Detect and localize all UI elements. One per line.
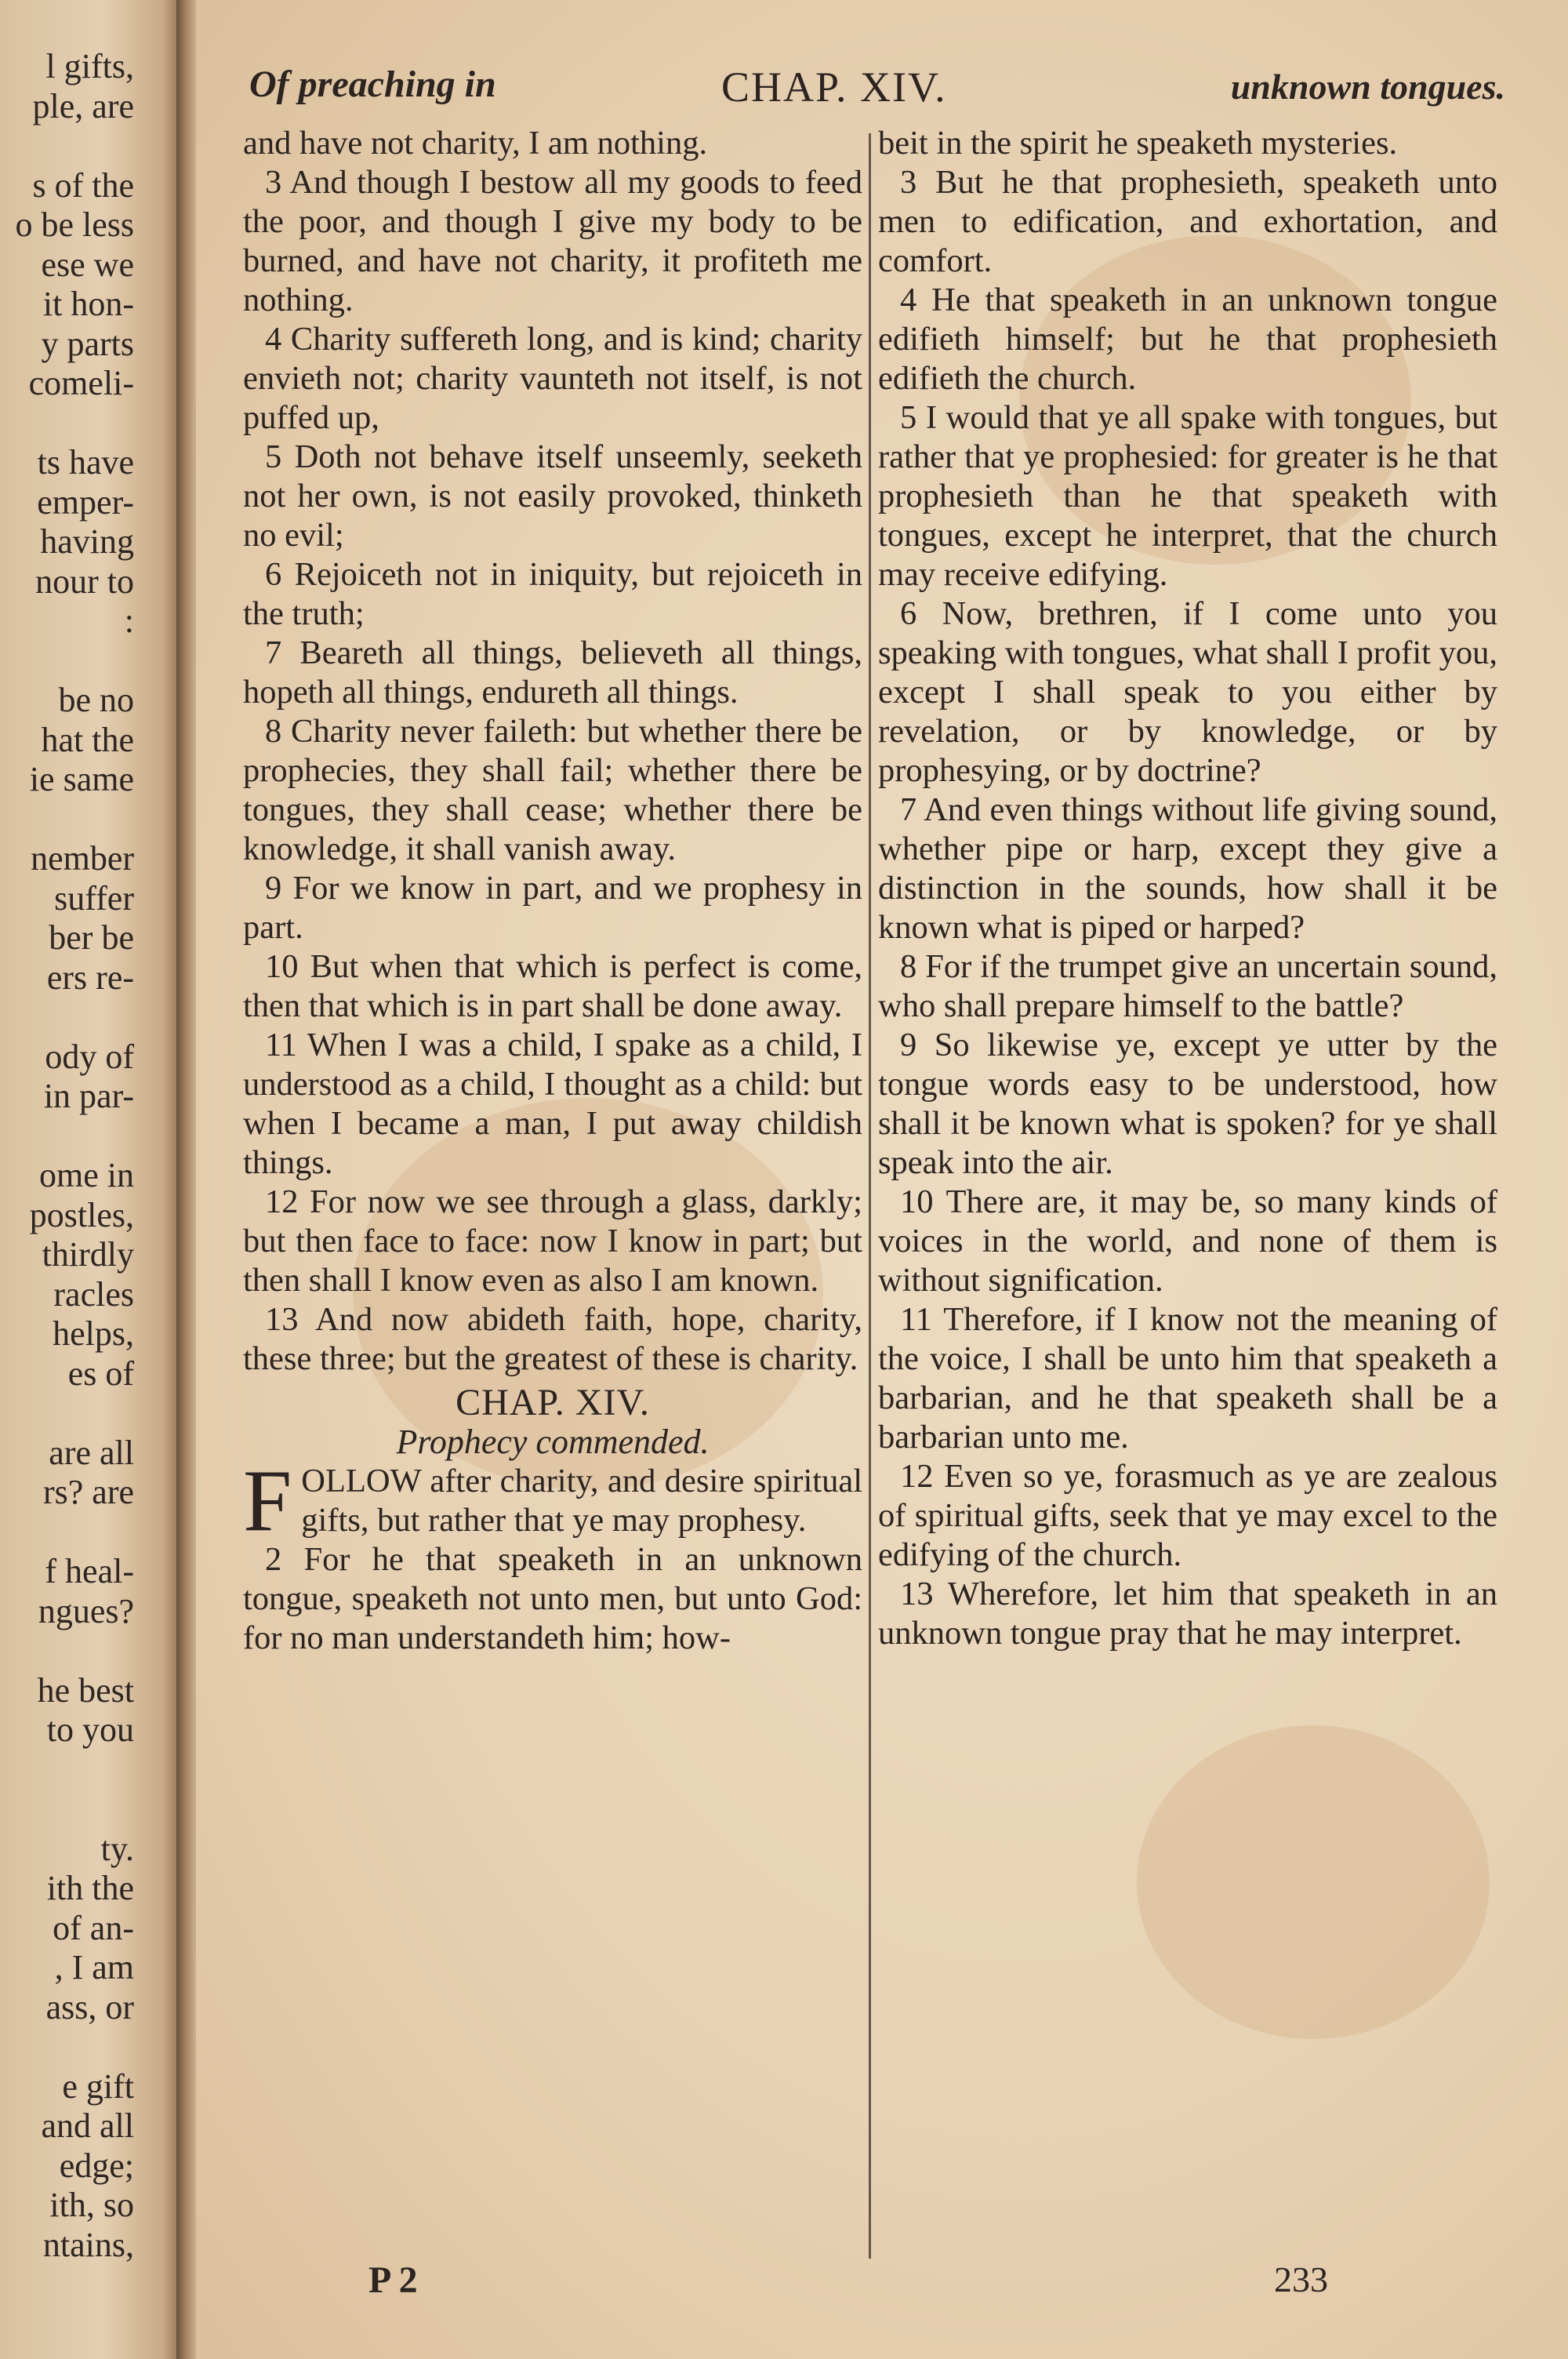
facing-page-fragment: e gift [62, 2066, 134, 2106]
facing-page-fragment: , I am [54, 1948, 134, 1986]
verse: 13 Wherefore, let him that speaketh in an unknown tongue pray that he may interpret. [878, 1576, 1497, 1652]
verse: 11 Therefore, if I know not the meaning of the voice, I shall be unto him that speaketh a barbarian, and he that speaketh shall be a barbarian unto me. [878, 1301, 1497, 1456]
facing-page-fragment: ber be [49, 918, 134, 957]
page-number: 233 [1274, 2259, 1328, 2299]
verse: 6 Rejoiceth not in iniquity, but rejoiceth in the truth; [243, 556, 862, 632]
facing-page-edge [0, 0, 184, 2359]
facing-page-fragment: ie same [29, 760, 134, 798]
verse: 8 For if the trumpet give an uncertain sound, who shall prepare himself to the battle? [878, 948, 1497, 1024]
verse: 12 For now we see through a glass, darkly; but then face to face: now I know in part; but then shall I know even as also I am known. [243, 1183, 862, 1299]
facing-page-fragment: : [124, 602, 134, 640]
facing-page-fragment: be no [58, 681, 134, 719]
facing-page-fragment: ngues? [38, 1591, 134, 1630]
verse: 6 Now, brethren, if I come unto you speaking with tongues, what shall I profit you, except I shall speak to you either by revelation, or by knowledge, or by prophesying, or by doctrine? [878, 595, 1497, 789]
facing-page-fragment: racles [53, 1274, 134, 1314]
verse: 10 But when that which is perfect is come, then that which is in part shall be done away. [243, 948, 862, 1024]
facing-page-fragment: ese we [41, 245, 134, 284]
facing-page-fragment: ass, or [45, 1987, 134, 2026]
verse: and have not charity, I am nothing. [243, 125, 708, 162]
facing-page-fragment: o be less [15, 205, 134, 244]
facing-page-fragment: s of the [32, 165, 134, 205]
facing-page-fragment: comeli- [28, 364, 134, 402]
verse: 13 And now abideth faith, hope, charity, these three; but the greatest of these is charity. [243, 1301, 862, 1377]
verse: 4 Charity suffereth long, and is kind; charity envieth not; charity vaunteth not itself, is not puffed up, [243, 321, 862, 436]
facing-page-fragment: having [40, 522, 134, 561]
verse: 12 Even so ye, forasmuch as ye are zealous of spiritual gifts, seek that ye may excel to the edifying of the church. [878, 1458, 1497, 1573]
header-left: Of preaching in [249, 64, 496, 105]
facing-page-fragment: suffer [54, 878, 134, 918]
drop-cap: F [243, 1452, 292, 1550]
facing-page-fragment: ts have [37, 443, 134, 482]
verse: beit in the spirit he speaketh mysteries. [878, 125, 1398, 162]
facing-page-fragment: f heal- [45, 1552, 134, 1590]
facing-page-fragment: hat the [41, 720, 134, 759]
verse: 7 And even things without life giving sound, whether pipe or harp, except they give a distinction in the sounds, how shall it be known what is piped or harped? [878, 791, 1497, 946]
facing-page-fragment: nour to [35, 562, 134, 601]
facing-page-fragment: l gifts, [45, 47, 134, 85]
facing-page-fragment: he best [37, 1670, 134, 1710]
facing-page-fragment: nember [31, 839, 134, 878]
facing-page-fragment: in par- [43, 1077, 134, 1115]
header-chapter: CHAP. XIV. [721, 64, 947, 111]
facing-page-fragment: and all [41, 2106, 134, 2145]
chapter-opening [243, 1452, 862, 1550]
header-right: unknown tongues. [1230, 67, 1505, 107]
verse: 3 But he that prophesieth, speaketh unto men to edification, and exhortation, and comfort. [878, 164, 1497, 279]
facing-page-fragment: ers re- [46, 958, 134, 997]
facing-page-fragment: ith, so [49, 2186, 134, 2224]
running-header [243, 63, 1505, 125]
verse: 5 Doth not behave itself unseemly, seeketh not her own, is not easily provoked, thinketh no evil; [243, 438, 862, 554]
facing-page-fragment: emper- [37, 482, 134, 522]
left-column [243, 124, 862, 2257]
facing-page-fragment: are all [49, 1433, 134, 1472]
opening-text: OLLOW after charity, and desire spiritual gifts, but rather that ye may prophesy. [301, 1463, 862, 1539]
verse: 2 For he that speaketh in an unknown tongue, speaketh not unto men, but unto God: for no man understandeth him; how- [243, 1541, 862, 1656]
facing-page-fragment: to you [46, 1710, 134, 1749]
verse: 9 For we know in part, and we prophesy in part. [243, 870, 862, 946]
facing-page-fragment: rs? are [42, 1473, 134, 1511]
chapter-summary: Prophecy commended. [396, 1423, 710, 1461]
verse: 7 Beareth all things, believeth all things, hopeth all things, endureth all things. [243, 634, 862, 711]
facing-page-fragment: es of [67, 1354, 134, 1393]
facing-page-fragment: thirdly [42, 1235, 134, 1274]
verse: 8 Charity never faileth: but whether there be prophecies, they shall fail; whether there be tongues, they shall cease; whether there be knowledge, it shall vanish away. [243, 713, 862, 867]
verse: 4 He that speaketh in an unknown tongue edifieth himself; but he that prophesieth edifieth the church. [878, 282, 1497, 397]
facing-page-fragment: ome in [39, 1156, 134, 1194]
facing-page-fragment: of an- [53, 1908, 134, 1947]
facing-page-fragment: postles, [29, 1195, 134, 1234]
verse: 5 I would that ye all spake with tongues, but rather that ye prophesied: for greater is he that prophesieth than he that speaketh with tongues, except he interpret, that the church may receive edifying. [878, 399, 1497, 593]
signature-mark: P 2 [368, 2259, 418, 2301]
facing-page-fragment: y parts [41, 324, 134, 363]
facing-page-fragment: ple, are [32, 86, 134, 125]
right-column [878, 124, 1497, 2257]
verse: 9 So likewise ye, except ye utter by the tongue words easy to be understood, how shall it be known what is spoken? for ye shall speak into the air. [878, 1027, 1497, 1181]
column-divider [869, 133, 871, 2259]
facing-page-fragment: it hon- [42, 285, 134, 323]
verse: 3 And though I bestow all my goods to feed the poor, and though I give my body to be burned, and have not charity, it profiteth me nothing. [243, 164, 862, 318]
facing-page-fragment: ody of [45, 1037, 134, 1076]
facing-page-fragment: ntains, [42, 2225, 134, 2264]
facing-page-fragment: ith the [46, 1869, 134, 1907]
facing-page-fragment: edge; [59, 2146, 134, 2185]
facing-page-fragment: ty. [100, 1829, 134, 1868]
chapter-heading: CHAP. XIV. [456, 1382, 650, 1423]
verse: 11 When I was a child, I spake as a child, I understood as a child, I thought as a child: but when I became a man, I put away childish things. [243, 1027, 862, 1181]
facing-page-fragment: helps, [53, 1314, 134, 1353]
verse: 10 There are, it may be, so many kinds of voices in the world, and none of them is without signification. [878, 1183, 1497, 1299]
